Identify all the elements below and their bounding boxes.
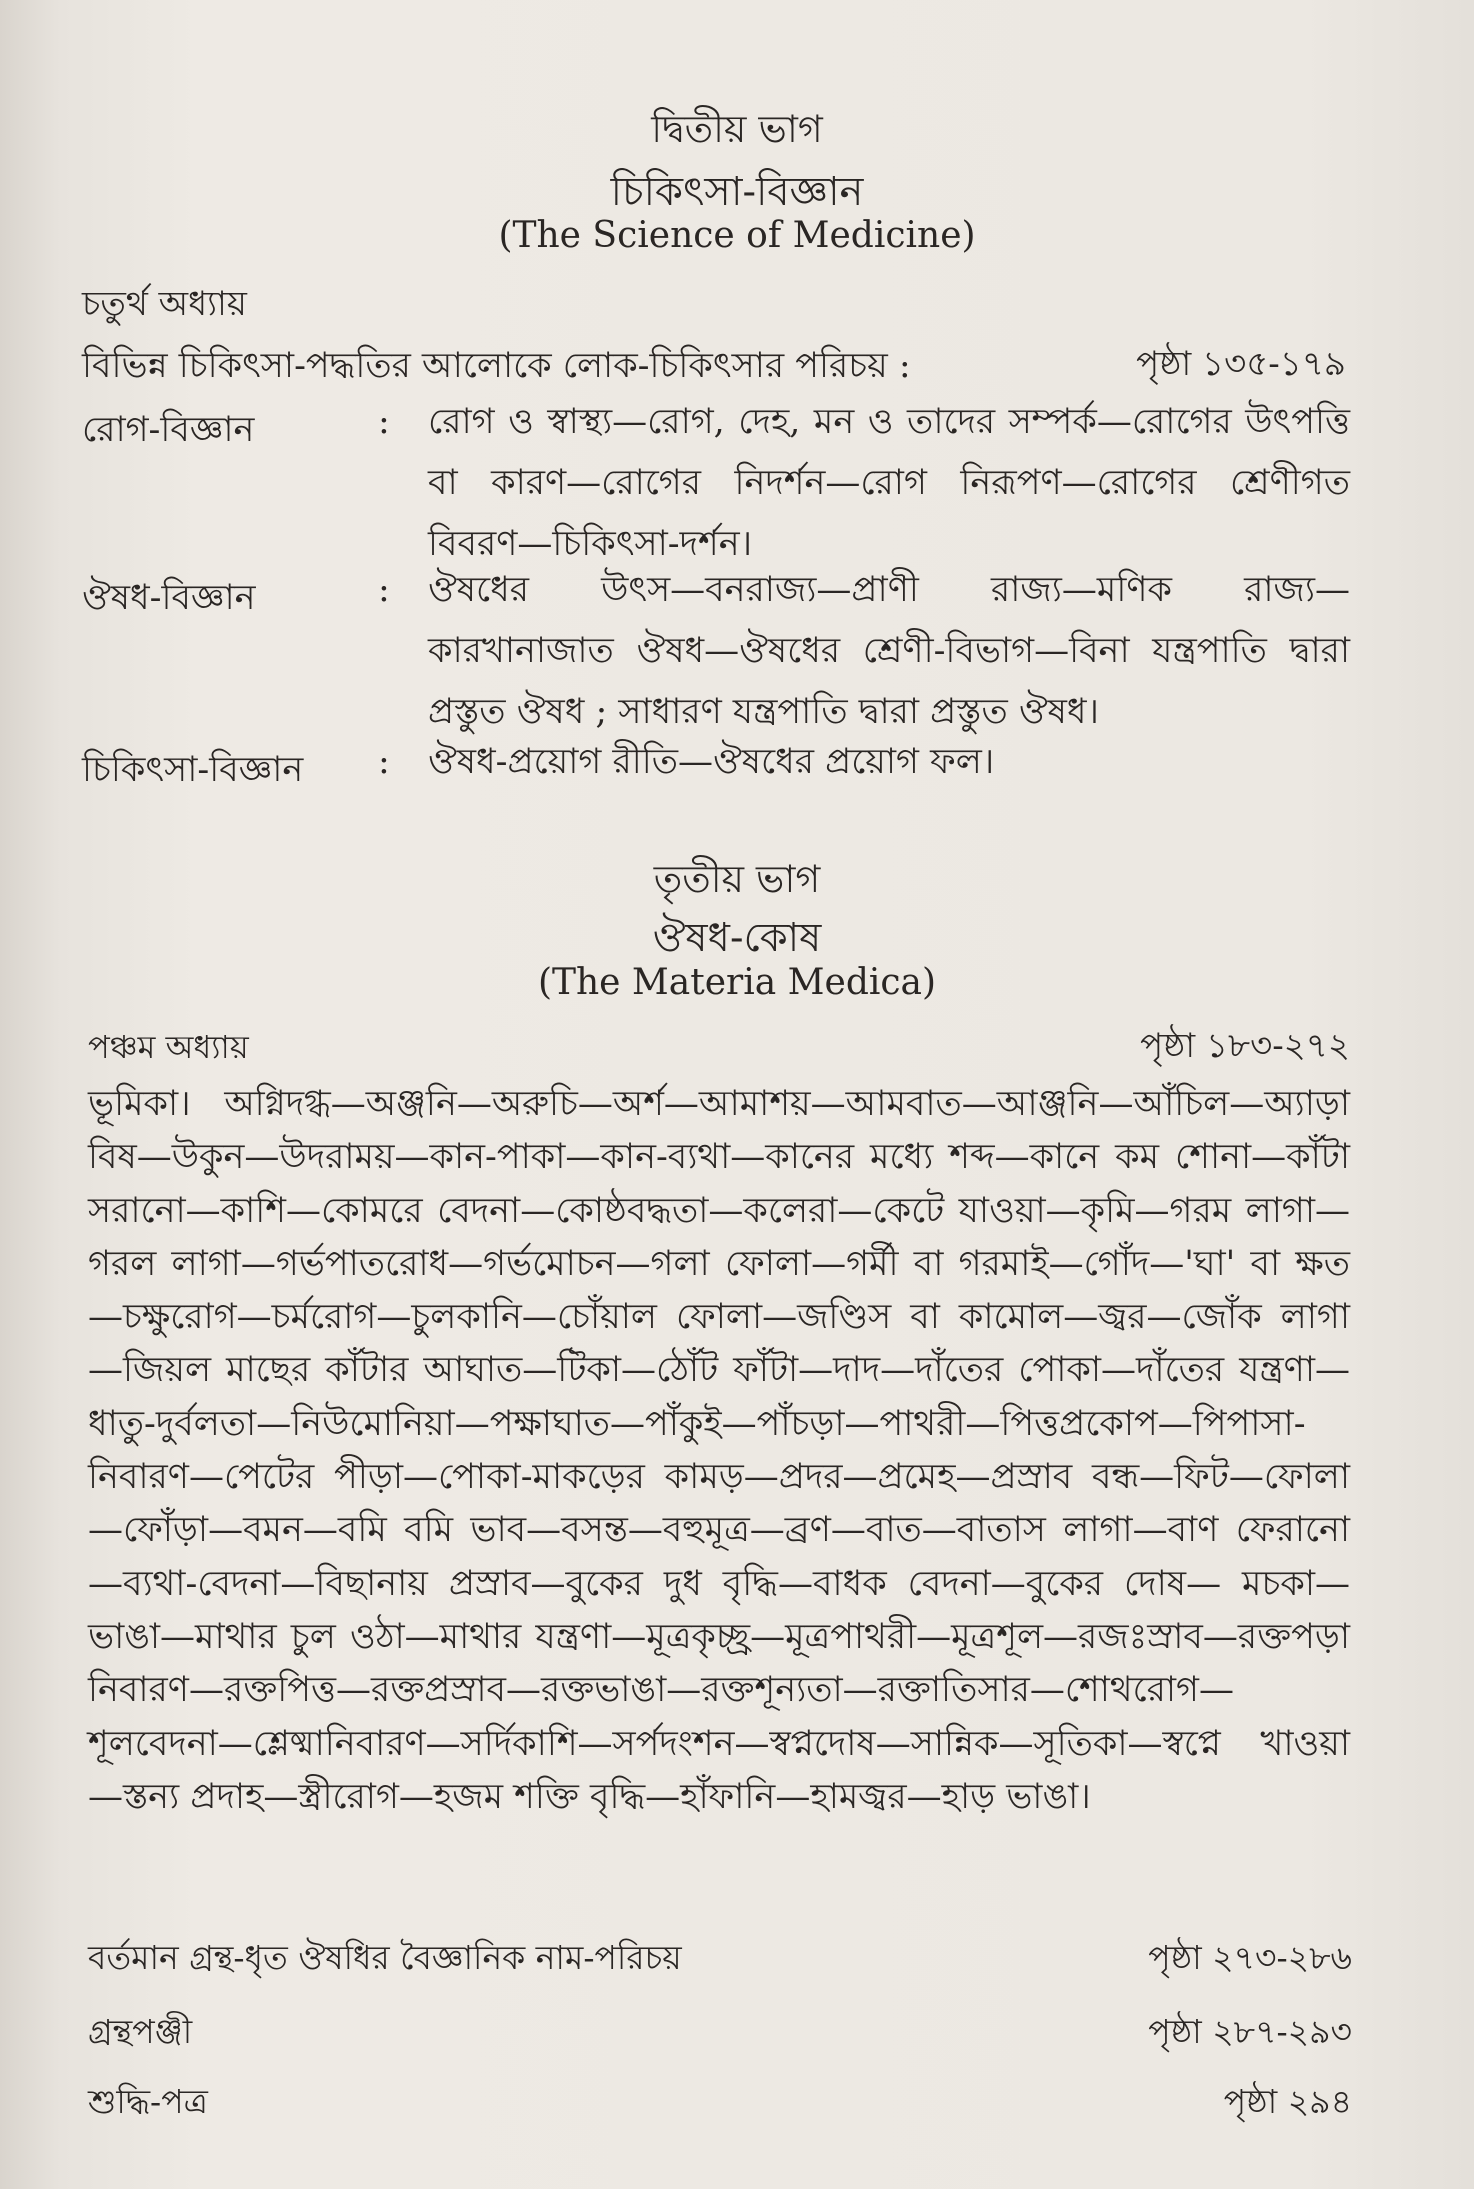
chapter4-pages: পৃষ্ঠা ১৩৫-১৭৯: [1136, 344, 1346, 384]
appendix-pages-bibliography: পৃষ্ঠা ২৮৭-২৯৩: [1148, 2012, 1352, 2051]
entry-colon: :: [378, 570, 390, 610]
appendix-pages-scientific-names: পৃষ্ঠা ২৭৩-২৮৬: [1148, 1938, 1352, 1977]
part2-english-title: (The Science of Medicine): [498, 215, 976, 256]
appendix-pages-errata: পৃষ্ঠা ২৯৪: [1223, 2082, 1352, 2121]
chapter5-index-text: ভূমিকা। অগ্নিদগ্ধ—অঞ্জনি—অরুচি—অর্শ—আমাশয়—আমবাত—আঞ্জনি—আঁচিল—অ্যাড়া বিষ—উকুন—উদরাময়—কান-পাকা—কান-ব্যথা—কানের মধ্যে শব্দ—কানে কম শোনা—কাঁটা সরানো—কাশি—কোমরে বেদনা—কোষ্ঠবদ্ধতা—কলেরা—কেটে যাওয়া—কৃমি—গরম লাগা—গরল লাগা—গর্ভপাতরোধ—গর্ভমোচন—গলা ফোলা—গর্মী বা গরমাই—গোঁদ—'ঘা' বা ক্ষত—চক্ষুরোগ—চর্মরোগ—চুলকানি—চোঁয়াল ফোলা—জণ্ডিস বা কামোল—জ্বর—জোঁক লাগা—জিয়ল মাছের কাঁটার আঘাত—টিকা—ঠোঁট ফাঁটা—দাদ—দাঁতের পোকা—দাঁতের যন্ত্রণা—ধাতু-দুর্বলতা—নিউমোনিয়া—পক্ষাঘাত—পাঁকুই—পাঁচড়া—পাথরী—পিত্তপ্রকোপ—পিপাসা-নিবারণ—পেটের পীড়া—পোকা-মাকড়ের কামড়—প্রদর—প্রমেহ—প্রস্রাব বন্ধ—ফিট—ফোলা—ফোঁড়া—বমন—বমি বমি ভাব—বসন্ত—বহুমূত্র—ব্রণ—বাত—বাতাস লাগা—বাণ ফেরানো—ব্যথা-বেদনা—বিছানায় প্রস্রাব—বুকের দুধ বৃদ্ধি—বাধক বেদনা—বুকের দোষ— মচকা—ভাঙা—মাথার চুল ওঠা—মাথার যন্ত্রণা—মূত্রকৃচ্ছ্র—মূত্রপাথরী—মূত্রশূল—রজঃস্রাব—রক্তপড়া নিবারণ—রক্তপিত্ত—রক্তপ্রস্রাব—রক্তভাঙা—রক্তশূন্যতা—রক্তাতিসার—শোথরোগ—শূলবেদনা—শ্লেষ্মানিবারণ—সর্দিকাশি—সর্পদংশন—স্বপ্নদোষ—সান্নিক—সূতিকা—স্বপ্নে খাওয়া—স্তন্য প্রদাহ—স্ত্রীরোগ—হজম শক্তি বৃদ্ধি—হাঁফানি—হামজ্বর—হাড় ভাঙা।: [88, 1084, 1350, 1817]
chapter5-heading: পঞ্চম অধ্যায়: [88, 1028, 249, 1066]
part2-title: দ্বিতীয় ভাগ: [651, 107, 823, 151]
entry-text-disease-science: রোগ ও স্বাস্থ্য—রোগ, দেহ, মন ও তাদের সম্পর্ক—রোগের উৎপত্তি বা কারণ—রোগের নিদর্শন—রোগ নিরূপণ—রোগের শ্রেণীগত বিবরণ—চিকিৎসা-দর্শন।: [428, 402, 1350, 564]
chapter4-title: বিভিন্ন চিকিৎসা-পদ্ধতির আলোকে লোক-চিকিৎসার পরিচয় :: [82, 346, 911, 386]
appendix-label-scientific-names: বর্তমান গ্রন্থ-ধৃত ঔষধির বৈজ্ঞানিক নাম-পরিচয়: [88, 1938, 682, 1977]
part3-subtitle: ঔষধ-কোষ: [652, 915, 822, 961]
entry-text-medicine-science: ঔষধের উৎস—বনরাজ্য—প্রাণী রাজ্য—মণিক রাজ্য—কারখানাজাত ঔষধ—ঔষধের শ্রেণী-বিভাগ—বিনা যন্ত্রপাতি দ্বারা প্রস্তুত ঔষধ ; সাধারণ যন্ত্রপাতি দ্বারা প্রস্তুত ঔষধ।: [428, 570, 1350, 732]
entry-colon: :: [378, 402, 390, 442]
entry-label-disease-science: রোগ-বিজ্ঞান: [82, 410, 255, 450]
part2-subtitle: চিকিৎসা-বিজ্ঞান: [610, 169, 864, 215]
entry-colon: :: [378, 742, 390, 782]
chapter5-pages: পৃষ্ঠা ১৮৩-২৭২: [1140, 1026, 1350, 1066]
part3-english-title: (The Materia Medica): [537, 962, 937, 1003]
chapter4-heading: চতুর্থ অধ্যায়: [82, 284, 247, 324]
entry-label-treatment-science: চিকিৎসা-বিজ্ঞান: [82, 750, 304, 790]
appendix-label-errata: শুদ্ধি-পত্র: [88, 2082, 208, 2121]
entry-label-medicine-science: ঔষধ-বিজ্ঞান: [82, 578, 256, 618]
appendix-label-bibliography: গ্রন্থপঞ্জী: [88, 2012, 193, 2051]
entry-text-treatment-science: ঔষধ-প্রয়োগ রীতি—ঔষধের প্রয়োগ ফল।: [428, 742, 995, 782]
part3-title: তৃতীয় ভাগ: [653, 857, 821, 901]
